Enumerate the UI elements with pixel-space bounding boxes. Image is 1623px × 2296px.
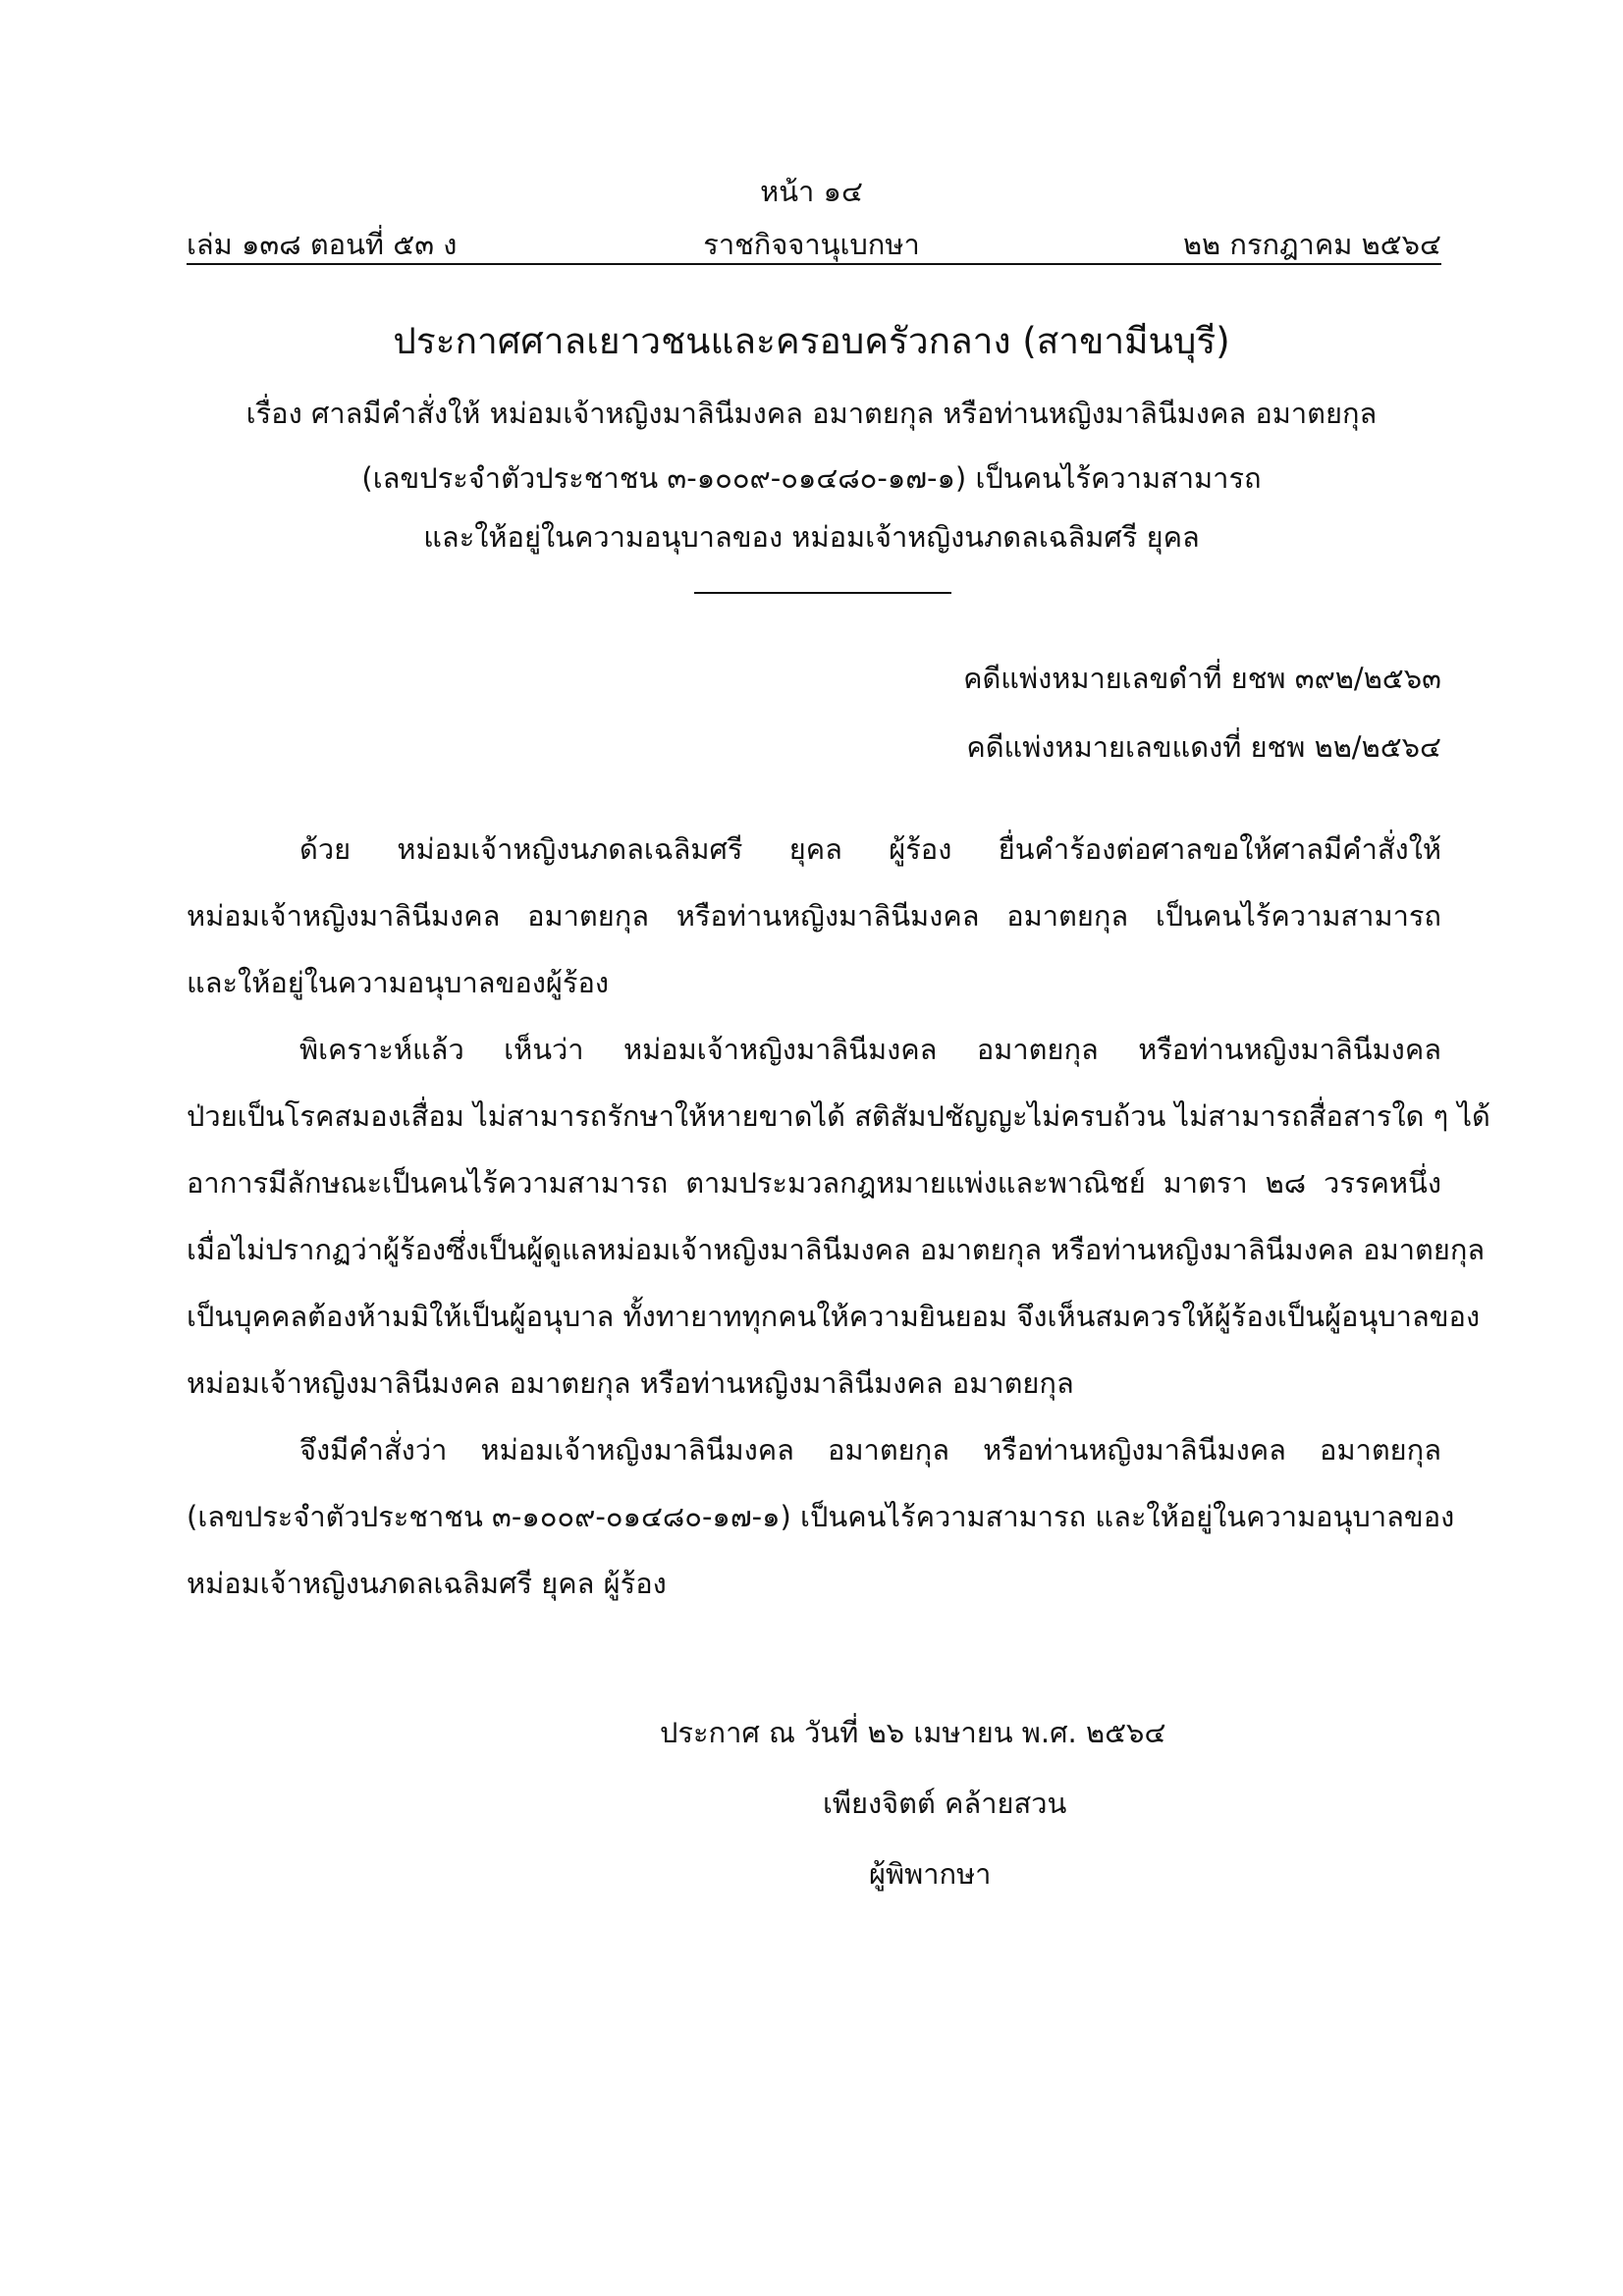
judge-name: เพียงจิตต์ คล้ายสวน bbox=[823, 1787, 1067, 1820]
issue-info: เล่ม ๑๓๘ ตอนที่ ๕๓ ง bbox=[187, 228, 458, 261]
body-line: พิเคราะห์แล้ว เห็นว่า หม่อมเจ้าหญิงมาลินีมงคล อมาตยกุล หรือท่านหญิงมาลินีมงคล bbox=[299, 1033, 1441, 1066]
black-case-number: คดีแพ่งหมายเลขดำที่ ยชพ ๓๙๒/๒๕๖๓ bbox=[963, 662, 1441, 695]
document-title: ประกาศศาลเยาวชนและครอบครัวกลาง (สาขามีนบุรี) bbox=[393, 320, 1230, 362]
subject-line-1: เรื่อง ศาลมีคำสั่งให้ หม่อมเจ้าหญิงมาลินีมงคล อมาตยกุล หรือท่านหญิงมาลินีมงคล อมาตยกุล bbox=[245, 397, 1378, 430]
body-line: อาการมีลักษณะเป็นคนไร้ความสามารถ ตามประมวลกฎหมายแพ่งและพาณิชย์ มาตรา ๒๘ วรรคหนึ่ง bbox=[187, 1166, 1441, 1200]
subject-line-3: และให้อยู่ในความอนุบาลของ หม่อมเจ้าหญิงนภดลเฉลิมศรี ยุคล bbox=[423, 520, 1200, 554]
header-divider bbox=[187, 263, 1441, 265]
subject-line-2: (เลขประจำตัวประชาชน ๓-๑๐๐๙-๐๑๔๘๐-๑๗-๑) เป็นคนไร้ความสามารถ bbox=[361, 461, 1262, 495]
gazette-date: ๒๒ กรกฎาคม ๒๕๖๔ bbox=[1182, 228, 1441, 261]
judge-title: ผู้พิพากษา bbox=[869, 1857, 992, 1891]
body-line: จึงมีคำสั่งว่า หม่อมเจ้าหญิงมาลินีมงคล อมาตยกุล หรือท่านหญิงมาลินีมงคล อมาตยกุล bbox=[299, 1433, 1441, 1467]
body-line: และให้อยู่ในความอนุบาลของผู้ร้อง bbox=[187, 966, 610, 999]
body-line: หม่อมเจ้าหญิงมาลินีมงคล อมาตยกุล หรือท่านหญิงมาลินีมงคล อมาตยกุล เป็นคนไร้ความสามารถ bbox=[187, 899, 1441, 933]
body-line: ด้วย หม่อมเจ้าหญิงนภดลเฉลิมศรี ยุคล ผู้ร้อง ยื่นคำร้องต่อศาลขอให้ศาลมีคำสั่งให้ bbox=[299, 832, 1441, 866]
body-line: เมื่อไม่ปรากฏว่าผู้ร้องซึ่งเป็นผู้ดูแลหม่อมเจ้าหญิงมาลินีมงคล อมาตยกุล หรือท่านหญิงมาลินีมงคล อมาตยกุล bbox=[187, 1233, 1486, 1266]
gazette-name: ราชกิจจานุเบกษา bbox=[703, 228, 920, 261]
red-case-number: คดีแพ่งหมายเลขแดงที่ ยชพ ๒๒/๒๕๖๔ bbox=[966, 730, 1441, 764]
body-line: หม่อมเจ้าหญิงนภดลเฉลิมศรี ยุคล ผู้ร้อง bbox=[187, 1567, 667, 1600]
title-divider bbox=[694, 592, 951, 594]
body-line: หม่อมเจ้าหญิงมาลินีมงคล อมาตยกุล หรือท่านหญิงมาลินีมงคล อมาตยกุล bbox=[187, 1366, 1074, 1400]
body-line: (เลขประจำตัวประชาชน ๓-๑๐๐๙-๐๑๔๘๐-๑๗-๑) เป็นคนไร้ความสามารถ และให้อยู่ในความอนุบาลของ bbox=[187, 1500, 1455, 1533]
body-line: เป็นบุคคลต้องห้ามมิให้เป็นผู้อนุบาล ทั้งทายาททุกคนให้ความยินยอม จึงเห็นสมควรให้ผู้ร้องเป็นผู้อนุบาลของ bbox=[187, 1300, 1481, 1333]
page-number: หน้า ๑๔ bbox=[760, 175, 863, 208]
announcement-date: ประกาศ ณ วันที่ ๒๖ เมษายน พ.ศ. ๒๕๖๔ bbox=[660, 1716, 1166, 1749]
body-line: ป่วยเป็นโรคสมองเสื่อม ไม่สามารถรักษาให้หายขาดได้ สติสัมปชัญญะไม่ครบถ้วน ไม่สามารถสื่อสารใด ๆ ได้ bbox=[187, 1099, 1490, 1133]
